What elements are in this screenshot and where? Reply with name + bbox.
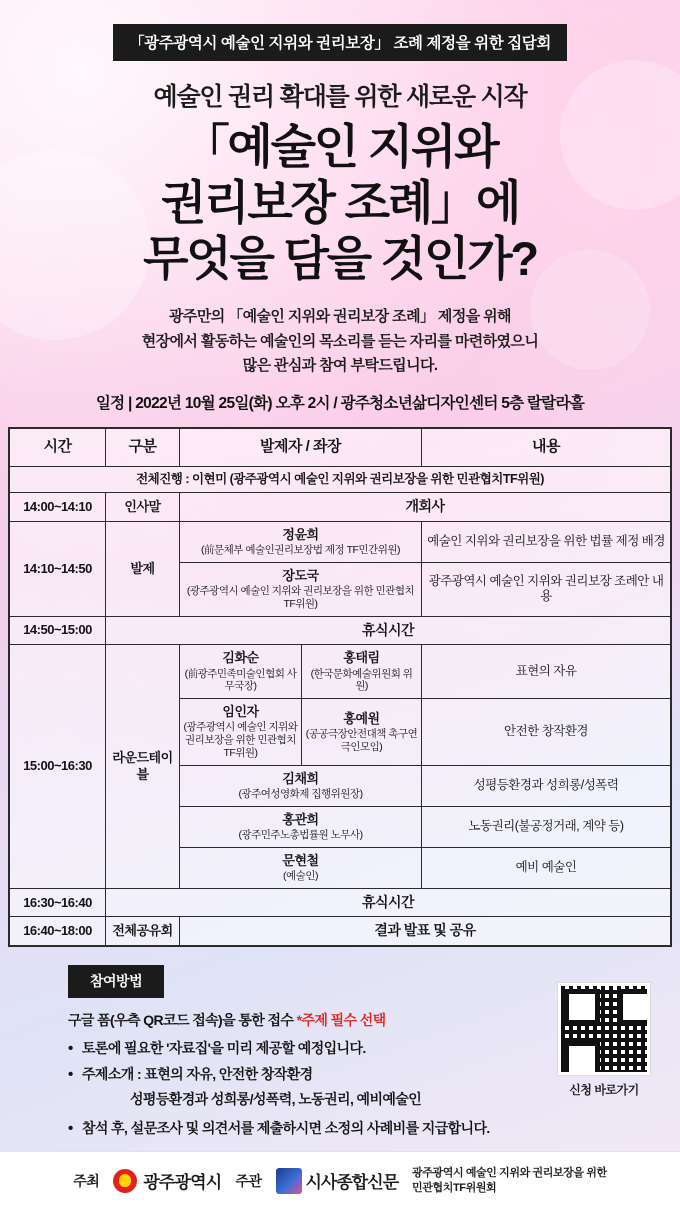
table-row (10, 888, 671, 917)
kicker-banner (0, 0, 680, 61)
row4a-speaker-2 (302, 645, 422, 699)
col-gubun: 구분 (106, 429, 180, 467)
row5-content: 휴식시간 (106, 888, 671, 917)
speaker-name: 정윤희 (282, 526, 319, 542)
row1-content: 개회사 (180, 493, 671, 522)
participation-lead-text: 구글 폼(우측 QR코드 접속)을 통한 접수 (68, 1011, 297, 1028)
lead-line-1: 광주만의 「예술인 지위와 권리보장 조례」 제정을 위해 (169, 307, 511, 325)
row2a-speaker (180, 521, 422, 562)
speaker-affiliation: (前문체부 예술인권리보장법 제정 TF민간위원) (201, 544, 401, 557)
speaker-name: 홍관희 (282, 811, 319, 827)
row6-time: 16:40~18:00 (10, 917, 106, 946)
gwangju-logo-icon (113, 1169, 137, 1193)
table-row (10, 493, 671, 522)
row2-gubun: 발제 (106, 521, 180, 616)
row4d-content: 노동권리(불공정거래, 계약 등) (422, 806, 671, 847)
row3-content: 휴식시간 (106, 616, 671, 645)
footer-org-news-label: 시사종합신문 (305, 1173, 399, 1192)
speaker-name: 홍태림 (343, 650, 380, 666)
participation-list-2 (68, 1118, 654, 1140)
row2-time: 14:10~14:50 (10, 521, 106, 616)
table-row (10, 917, 671, 946)
title-line-1: 「예술인 지위와 (182, 120, 498, 173)
speaker-name: 김화순 (222, 650, 259, 666)
speaker-affiliation: (광주광역시 예술인 지위와 권리보장을 위한 민관협치TF위원) (183, 721, 298, 759)
table-row (10, 521, 671, 562)
footer-host-org (412, 1166, 607, 1195)
qr-code-block[interactable] (554, 983, 654, 1098)
table-header-row (10, 429, 671, 467)
row4b-speaker-1 (180, 699, 302, 766)
speaker-affiliation: (광주여성영화제 집행위원장) (238, 788, 363, 801)
footer-org-gwangju-label: 광주광역시 (143, 1173, 222, 1192)
footer-organizer-label: 주관 (235, 1172, 262, 1189)
row4a-content: 표현의 자유 (422, 645, 671, 699)
list-item: • 주제소개 : 표현의 자유, 안전한 창작환경 (68, 1064, 654, 1086)
row4b-speaker-2 (302, 699, 422, 766)
title-line-3: 무엇을 담을 것인가? (143, 231, 537, 285)
speaker-name: 임인자 (222, 704, 259, 720)
col-time: 시간 (10, 429, 106, 467)
footer-host-label: 주최 (73, 1172, 100, 1189)
speaker-affiliation: (광주광역시 예술인 지위와 권리보장을 위한 민관협치TF위원) (186, 585, 415, 610)
table-row (10, 616, 671, 645)
host-row: 전체진행 : 이현미 (광주광역시 예술인 지위와 권리보장을 위한 민관협치TF위원) (10, 466, 671, 493)
event-schedule-line: 일정 | 2022년 10월 25일(화) 오후 2시 / 광주청소년삶디자인센터 5층 랄랄라홀 (95, 395, 585, 413)
participation-required-note: *주제 필수 선택 (296, 1011, 386, 1028)
participation-subnote: 성평등환경과 성희롱/성폭력, 노동권리, 예비예술인 (130, 1090, 422, 1107)
row4c-speaker (180, 765, 422, 806)
subheading: 예술인 권리 확대를 위한 새로운 시작 (153, 83, 527, 111)
participation-section (0, 965, 680, 1140)
row4e-speaker (180, 847, 422, 888)
table-row (10, 645, 671, 699)
speaker-affiliation: (예술인) (283, 870, 318, 883)
footer-org-news (276, 1168, 399, 1194)
newspaper-logo-icon (276, 1168, 302, 1194)
row4b-content: 안전한 창작환경 (422, 699, 671, 766)
participation-badge: 참여방법 (68, 965, 164, 998)
row5-time: 16:30~16:40 (10, 888, 106, 917)
kicker-text: 「광주광역시 예술인 지위와 권리보장」 조례 제정을 위한 집담회 (113, 24, 567, 61)
row4d-speaker (180, 806, 422, 847)
row1-gubun: 인사말 (106, 493, 180, 522)
speaker-affiliation: (광주민주노총법률원 노무사) (238, 829, 363, 842)
row4e-content: 예비 예술인 (422, 847, 671, 888)
row6-content: 결과 발표 및 공유 (180, 917, 671, 946)
footer-host-line-2: 민관협치TF위원회 (412, 1181, 497, 1194)
speaker-name: 홍예원 (343, 710, 380, 726)
qr-code-icon[interactable] (558, 983, 650, 1075)
row4c-content: 성평등환경과 성희롱/성폭력 (422, 765, 671, 806)
speaker-name: 문현철 (282, 852, 319, 868)
table-row (10, 466, 671, 493)
page-title (0, 119, 680, 287)
list-item: • 토론에 필요한 '자료집'을 미리 제공할 예정입니다. (68, 1038, 654, 1060)
footer-org-gwangju (113, 1168, 221, 1193)
row2b-speaker (180, 562, 422, 616)
row1-time: 14:00~14:10 (10, 493, 106, 522)
row2a-content: 예술인 지위와 권리보장을 위한 법률 제정 배경 (422, 521, 671, 562)
qr-code-label: 신청 바로가기 (569, 1082, 639, 1097)
col-content: 내용 (422, 429, 671, 467)
row4a-speaker-1 (180, 645, 302, 699)
row4-time: 15:00~16:30 (10, 645, 106, 889)
speaker-affiliation: (공공극장안전대책 촉구연극인모임) (305, 727, 418, 753)
program-table-wrap (8, 427, 672, 947)
program-table (9, 428, 671, 946)
lead-line-2: 현장에서 활동하는 예술인의 목소리를 듣는 자리를 마련하였으니 (141, 332, 539, 350)
row2b-content: 광주광역시 예술인 지위와 권리보장 조례안 내용 (422, 562, 671, 616)
row3-time: 14:50~15:00 (10, 616, 106, 645)
footer-host-line-1: 광주광역시 예술인 지위와 권리보장을 위한 (412, 1167, 607, 1180)
lead-paragraph (0, 305, 680, 379)
speaker-name: 김채희 (282, 770, 319, 786)
speaker-affiliation: (前광주민족미술인협회 사무국장) (184, 667, 297, 693)
col-speaker: 발제자 / 좌장 (180, 429, 422, 467)
title-line-2: 권리보장 조례」에 (160, 175, 520, 229)
speaker-name: 장도국 (282, 567, 319, 583)
row6-gubun: 전체공유회 (106, 917, 180, 946)
list-item: • 참석 후, 설문조사 및 의견서를 제출하시면 소정의 사례비를 지급합니다. (68, 1118, 654, 1140)
footer (0, 1151, 680, 1209)
speaker-affiliation: (한국문화예술위원회 위원) (310, 667, 413, 693)
lead-line-3: 많은 관심과 참여 부탁드립니다. (242, 357, 438, 375)
row4-gubun: 라운드테이블 (106, 645, 180, 889)
